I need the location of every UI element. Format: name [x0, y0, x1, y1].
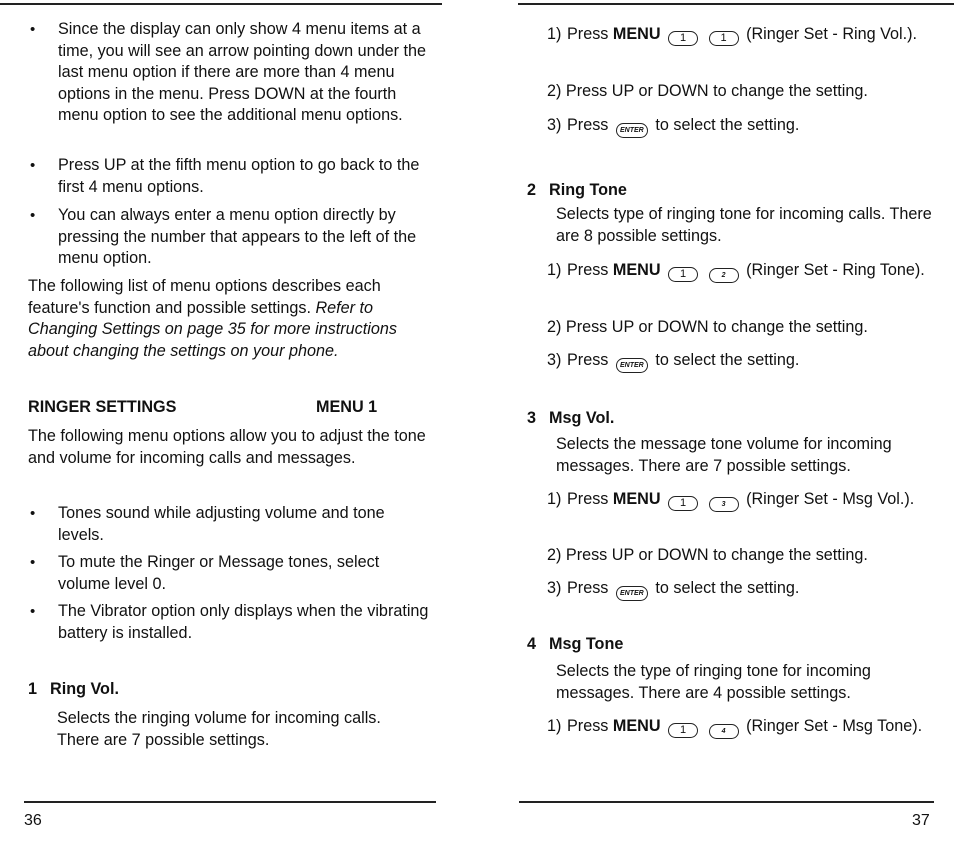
enter-key-icon: ENTER: [616, 358, 648, 373]
bullet-tones-sound: • Tones sound while adjusting volume and tone levels.: [28, 503, 434, 546]
item4-description: Selects the type of ringing tone for incoming messages. There are 4 possible settings.: [556, 662, 871, 702]
item3-description: Selects the message tone volume for incoming messages. There are 7 possible settings.: [556, 435, 892, 475]
section-title: RINGER SETTINGS: [28, 398, 177, 416]
item2-step2: 2) Press UP or DOWN to change the setting.: [547, 318, 868, 336]
item3-step1: 1) Press MENU 1 3 (Ringer Set - Msg Vol.).: [547, 486, 937, 512]
bullet-display-limit: • Since the display can only show 4 menu items at a time, you will see an arrow pointing down under the last menu option if there are more than 4 menu options in the menu. Press DOWN at the fourth menu option to see the additional menu options.: [28, 19, 434, 127]
key-1-icon: [668, 496, 698, 511]
key-3-icon: 3: [709, 497, 739, 512]
item1-step1: 1) Press MENU 1 1 (Ringer Set - Ring Vol.).: [547, 21, 937, 47]
top-rule-left: [0, 3, 442, 5]
section-menu-label: MENU 1: [316, 398, 378, 416]
enter-key-icon: ENTER: [616, 586, 648, 601]
item1-description: Selects the ringing volume for incoming calls. There are 7 possible settings.: [57, 709, 381, 749]
key-1-icon: [709, 31, 739, 46]
key-4-icon: 4: [709, 724, 739, 739]
page-number-right: 37: [912, 812, 930, 829]
item2-heading: 2 Ring Tone: [527, 181, 627, 199]
bullet-vibrator: • The Vibrator option only displays when the vibrating battery is installed.: [28, 601, 434, 644]
item3-step2: 2) Press UP or DOWN to change the setting.: [547, 546, 868, 564]
item3-heading: 3 Msg Vol.: [527, 409, 615, 427]
item3-step3: 3) Press ENTER to select the setting.: [547, 575, 937, 601]
item2-description: Selects type of ringing tone for incoming calls. There are 8 possible settings.: [556, 205, 932, 245]
section-description: The following menu options allow you to adjust the tone and volume for incoming calls and messages.: [28, 427, 426, 467]
bullet-press-up: • Press UP at the fifth menu option to go back to the first 4 menu options.: [28, 155, 434, 198]
item4-heading: 4 Msg Tone: [527, 635, 624, 653]
item2-step3: 3) Press ENTER to select the setting.: [547, 347, 937, 373]
item2-step1: 1) Press MENU 1 2 (Ringer Set - Ring Tone).: [547, 257, 937, 283]
item1-title: Ring Vol.: [50, 680, 119, 698]
footer-rule-left: [24, 801, 436, 803]
intro-paragraph: [28, 276, 428, 362]
key-2-icon: 2: [709, 268, 739, 283]
intro-plain-text: The following list of menu options describes each feature's function and possible settings.: [28, 277, 381, 317]
intro-italic-text: Refer to Changing Settings on page 35 for more instructions about changing the settings on your phone.: [28, 298, 397, 360]
enter-key-icon: ENTER: [616, 123, 648, 138]
key-1-icon: [668, 31, 698, 46]
key-1-icon: [668, 267, 698, 282]
item1-step3: 3) Press ENTER to select the setting.: [547, 112, 937, 138]
footer-rule-right: [519, 801, 934, 803]
item4-step1: 1) Press MENU 1 4 (Ringer Set - Msg Tone).: [547, 713, 937, 739]
bullet-mute: • To mute the Ringer or Message tones, select volume level 0.: [28, 552, 434, 595]
item1-step2: 2) Press UP or DOWN to change the setting.: [547, 82, 868, 100]
item1-number: 1: [28, 680, 38, 698]
page-number-left: 36: [24, 812, 42, 829]
item1-heading: [28, 679, 119, 701]
top-rule-right: [518, 3, 954, 5]
key-1-icon: [668, 723, 698, 738]
bullet-enter-directly: • You can always enter a menu option directly by pressing the number that appears to the left of the menu option.: [28, 205, 434, 270]
